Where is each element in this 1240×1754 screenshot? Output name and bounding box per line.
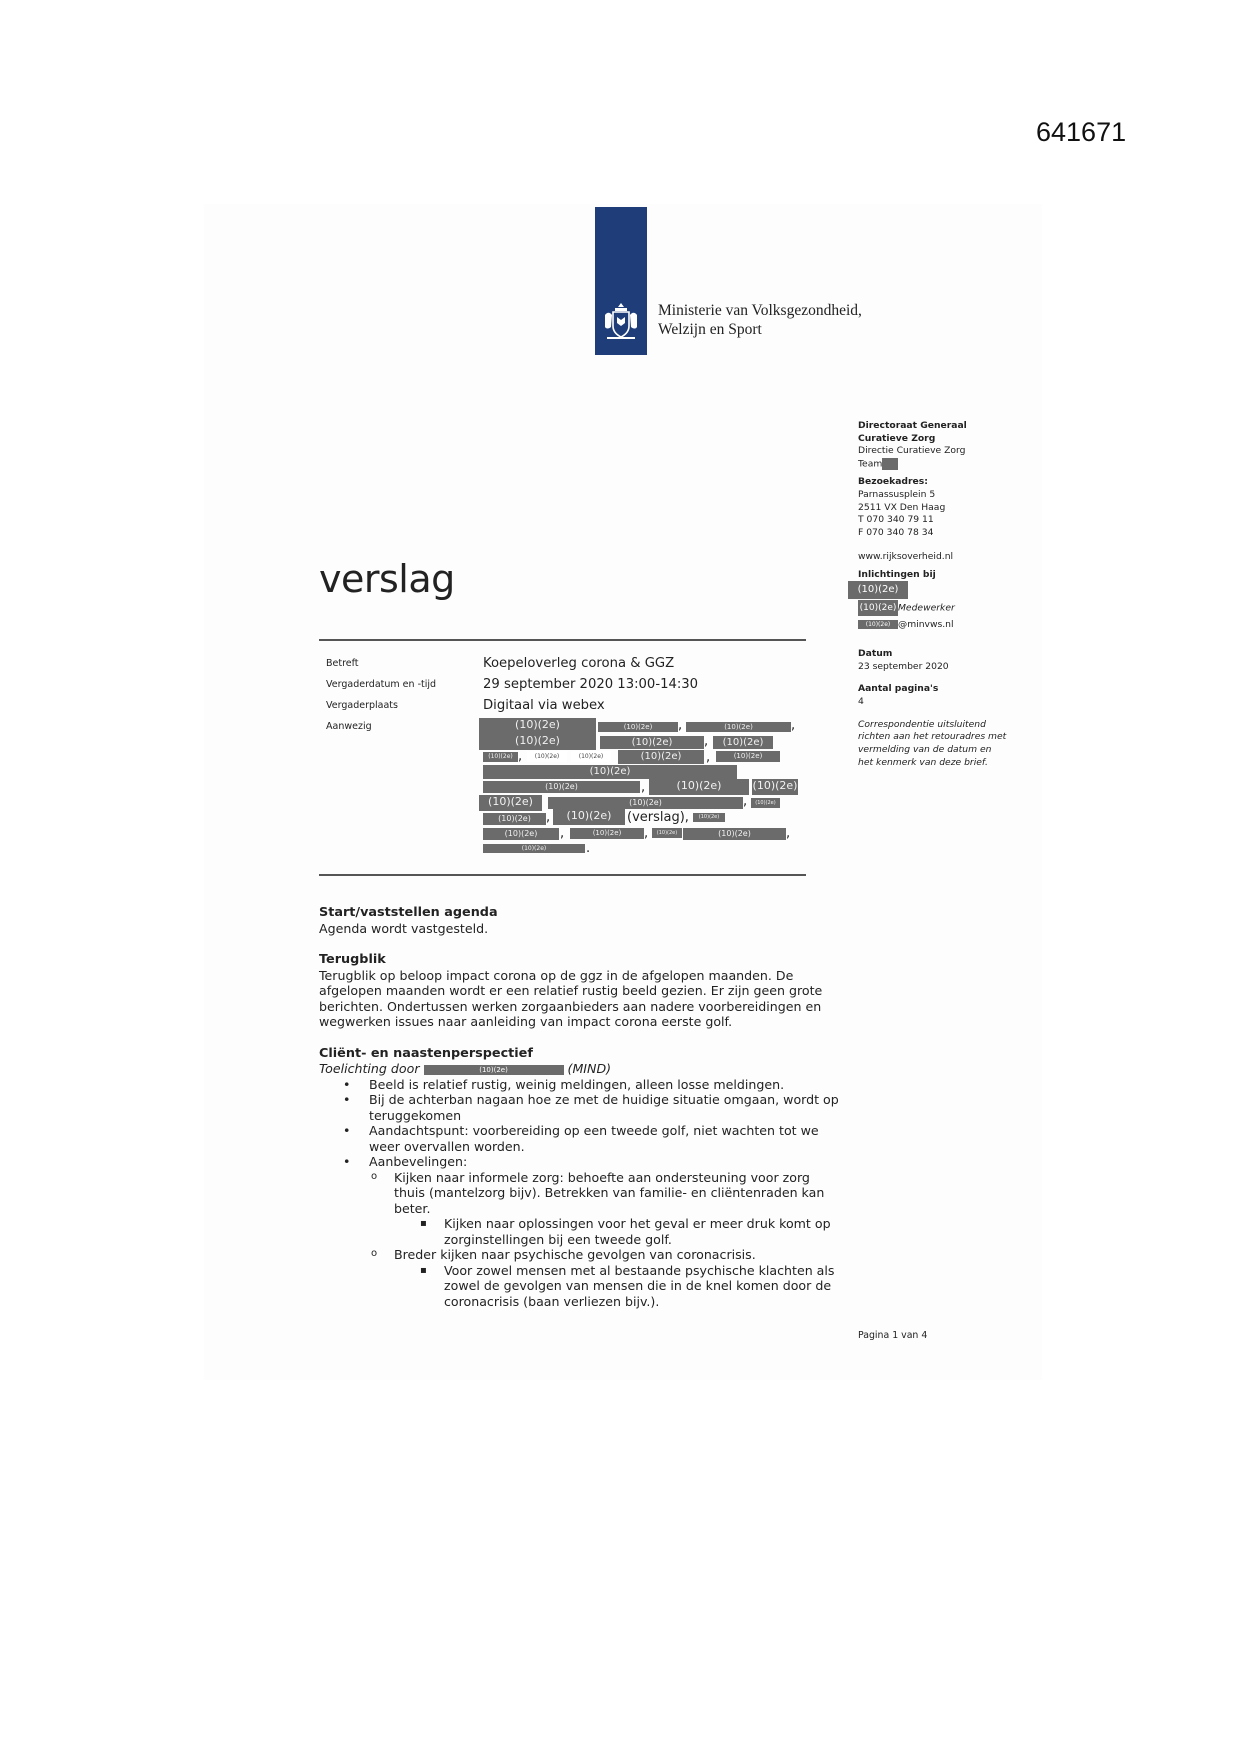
separator: , <box>678 718 683 733</box>
separator: , <box>644 826 649 841</box>
review-text: Terugblik op beloop impact corona op de ggz in de afgelopen maanden. De afgelopen maanden wordt er een relatief rustig beeld gezien. Er zijn geen grote berichten. Ondertussen werken zorgaanbieders aan nadere voorbereidingen en wegwerken issues naar aanleiding van impact corona eerste golf. <box>319 967 823 1029</box>
place-label: Vergaderplaats <box>326 700 398 711</box>
agenda-heading: Start/vaststellen agenda <box>319 905 498 920</box>
visit-address-label: Bezoekadres: <box>858 476 928 488</box>
redaction-box: (10)(2e) <box>479 795 542 811</box>
redaction-box: (10)(2e) <box>483 765 737 779</box>
list-item <box>369 1170 844 1248</box>
ministry-name <box>658 301 862 339</box>
redaction-box: (10)(2e) <box>571 751 611 762</box>
redaction-box: (10)(2e) <box>649 779 749 795</box>
client-intro <box>319 1061 844 1077</box>
client-intro-prefix: Toelichting door <box>319 1061 420 1076</box>
redaction-box: (10)(2e) <box>848 581 908 599</box>
redaction-box: (10)(2e) <box>483 781 640 793</box>
redaction-box: (10)(2e) <box>424 1065 564 1075</box>
redaction-box: (10)(2e) <box>548 797 743 809</box>
role: Medewerker <box>898 602 955 614</box>
email-domain: @minvws.nl <box>898 619 954 631</box>
ministry-name-line-1: Ministerie van Volksgezondheid, <box>658 302 862 319</box>
redaction-box: (10)(2e) <box>570 828 644 839</box>
client-section <box>319 1046 844 1310</box>
dg-line-1: Directoraat Generaal <box>858 420 967 431</box>
redaction-box: (10)(2e) <box>527 751 567 762</box>
page-indicator: Pagina 1 van 4 <box>858 1330 928 1341</box>
separator: , <box>786 826 791 841</box>
coat-of-arms-icon <box>601 299 641 345</box>
pages-label: Aantal pagina's <box>858 683 939 695</box>
phone: T 070 340 79 11 <box>858 514 934 526</box>
date-label: Datum <box>858 647 893 659</box>
correspondence-note: Correspondentie uitsluitend richten aan het retouradres met vermelding van de datum en het kenmerk van deze brief. <box>858 718 1007 768</box>
date-value: 23 september 2020 <box>858 660 949 672</box>
agenda-section <box>319 905 844 936</box>
separator: , <box>704 734 709 749</box>
redaction-box: (10)(2e) <box>618 750 704 764</box>
redaction-box: (10)(2e) <box>483 828 559 840</box>
email-line <box>858 619 1008 632</box>
contact-line <box>858 581 1008 599</box>
redaction-box: (10)(2e) <box>483 813 546 825</box>
separator: , <box>546 810 551 825</box>
separator: , <box>560 826 565 841</box>
recommendations-label: Aanbevelingen: <box>369 1154 468 1169</box>
fax: F 070 340 78 34 <box>858 527 934 539</box>
redaction-box: (10)(2e) <box>752 779 798 795</box>
divider-top <box>319 639 806 641</box>
redaction-box: (10)(2e) <box>716 751 780 762</box>
list-item: • Beeld is relatief rustig, weinig meldingen, alleen losse meldingen. <box>341 1077 844 1093</box>
recommendations-list <box>369 1170 844 1310</box>
role-line <box>858 600 1008 616</box>
list-item <box>369 1247 844 1309</box>
minutes-body <box>319 905 844 1309</box>
website: www.rijksoverheid.nl <box>858 550 954 562</box>
sub-list <box>394 1263 844 1310</box>
sender-sidebar <box>858 420 1008 770</box>
list-item: • Aandachtspunt: voorbereiding op een tweede golf, niet wachten tot we weer overvallen worden. <box>341 1123 844 1154</box>
redaction-box: (10)(2e) <box>652 828 682 838</box>
redaction-box: (10)(2e) <box>751 798 780 808</box>
place-value: Digitaal via webex <box>483 698 605 713</box>
review-section <box>319 952 844 1030</box>
redaction-box <box>882 458 898 470</box>
separator: . <box>586 841 591 856</box>
datetime-value: 29 september 2020 13:00-14:30 <box>483 677 699 692</box>
client-intro-suffix: (MIND) <box>567 1061 612 1076</box>
list-item: ▪ Voor zowel mensen met al bestaande psychische klachten als zowel de gevolgen van mensen die in de knel komen door de coronacrisis (baan verliezen bijv.). <box>394 1263 844 1310</box>
client-bullets <box>341 1077 844 1310</box>
street: Parnassusplein 5 <box>858 489 936 501</box>
separator: , <box>791 718 796 733</box>
postal-code: 2511 VX Den Haag <box>858 501 946 513</box>
document-title: verslag <box>319 557 455 601</box>
separator: , <box>641 780 646 795</box>
redaction-box: (10)(2e) <box>713 736 773 749</box>
redaction-box: (10)(2e) <box>683 828 786 840</box>
redaction-box: (10)(2e) <box>483 844 585 853</box>
redaction-box: (10)(2e) <box>553 809 625 825</box>
redaction-box: (10)(2e) <box>686 722 791 732</box>
team-line <box>858 458 1008 471</box>
subject-value: Koepeloverleg corona & GGZ <box>483 656 675 671</box>
redaction-box: (10)(2e) <box>598 722 678 732</box>
divider-bottom <box>319 874 806 876</box>
redaction-box: (10)(2e) <box>483 752 518 762</box>
client-heading: Cliënt- en naastenperspectief <box>319 1045 533 1061</box>
government-logo-bar <box>595 207 647 355</box>
redaction-box: (10)(2e) <box>858 600 898 616</box>
document-number: 641671 <box>1036 117 1127 147</box>
list-item: • Bij de achterban nagaan hoe ze met de huidige situatie omgaan, wordt op teruggekomen <box>341 1092 844 1123</box>
dg-line-2: Curatieve Zorg <box>858 432 936 444</box>
separator: , <box>518 749 523 764</box>
list-item: ▪ Kijken naar oplossingen voor het geval er meer druk komt op zorginstellingen bij een tweede golf. <box>394 1216 844 1247</box>
attendees-label: Aanwezig <box>326 721 372 732</box>
redaction-box: (10)(2e) <box>600 736 704 749</box>
sub-list <box>394 1216 844 1247</box>
pages-value: 4 <box>858 696 864 708</box>
recommendation-text: Breder kijken naar psychische gevolgen van coronacrisis. <box>394 1247 756 1262</box>
separator: , <box>706 750 711 765</box>
separator: , <box>743 794 748 809</box>
directie: Directie Curatieve Zorg <box>858 445 966 457</box>
ministry-name-line-2: Welzijn en Sport <box>658 321 762 338</box>
team-label: Team <box>858 458 883 470</box>
list-item <box>341 1154 844 1309</box>
redaction-box: (10)(2e) <box>858 620 898 629</box>
info-label: Inlichtingen bij <box>858 568 936 580</box>
verslag-note: (verslag), <box>627 810 689 825</box>
redaction-box: (10)(2e) <box>479 718 596 734</box>
review-heading: Terugblik <box>319 952 386 967</box>
datetime-label: Vergaderdatum en -tijd <box>326 679 437 690</box>
agenda-text: Agenda wordt vastgesteld. <box>319 920 489 936</box>
recommendation-text: Kijken naar informele zorg: behoefte aan ondersteuning voor zorg thuis (mantelzorg bijv). Betrekken van familie- en cliëntenraden kan beter. <box>394 1169 825 1216</box>
subject-label: Betreft <box>326 658 359 669</box>
redaction-box: (10)(2e) <box>693 813 725 822</box>
redaction-box: (10)(2e) <box>479 734 596 750</box>
